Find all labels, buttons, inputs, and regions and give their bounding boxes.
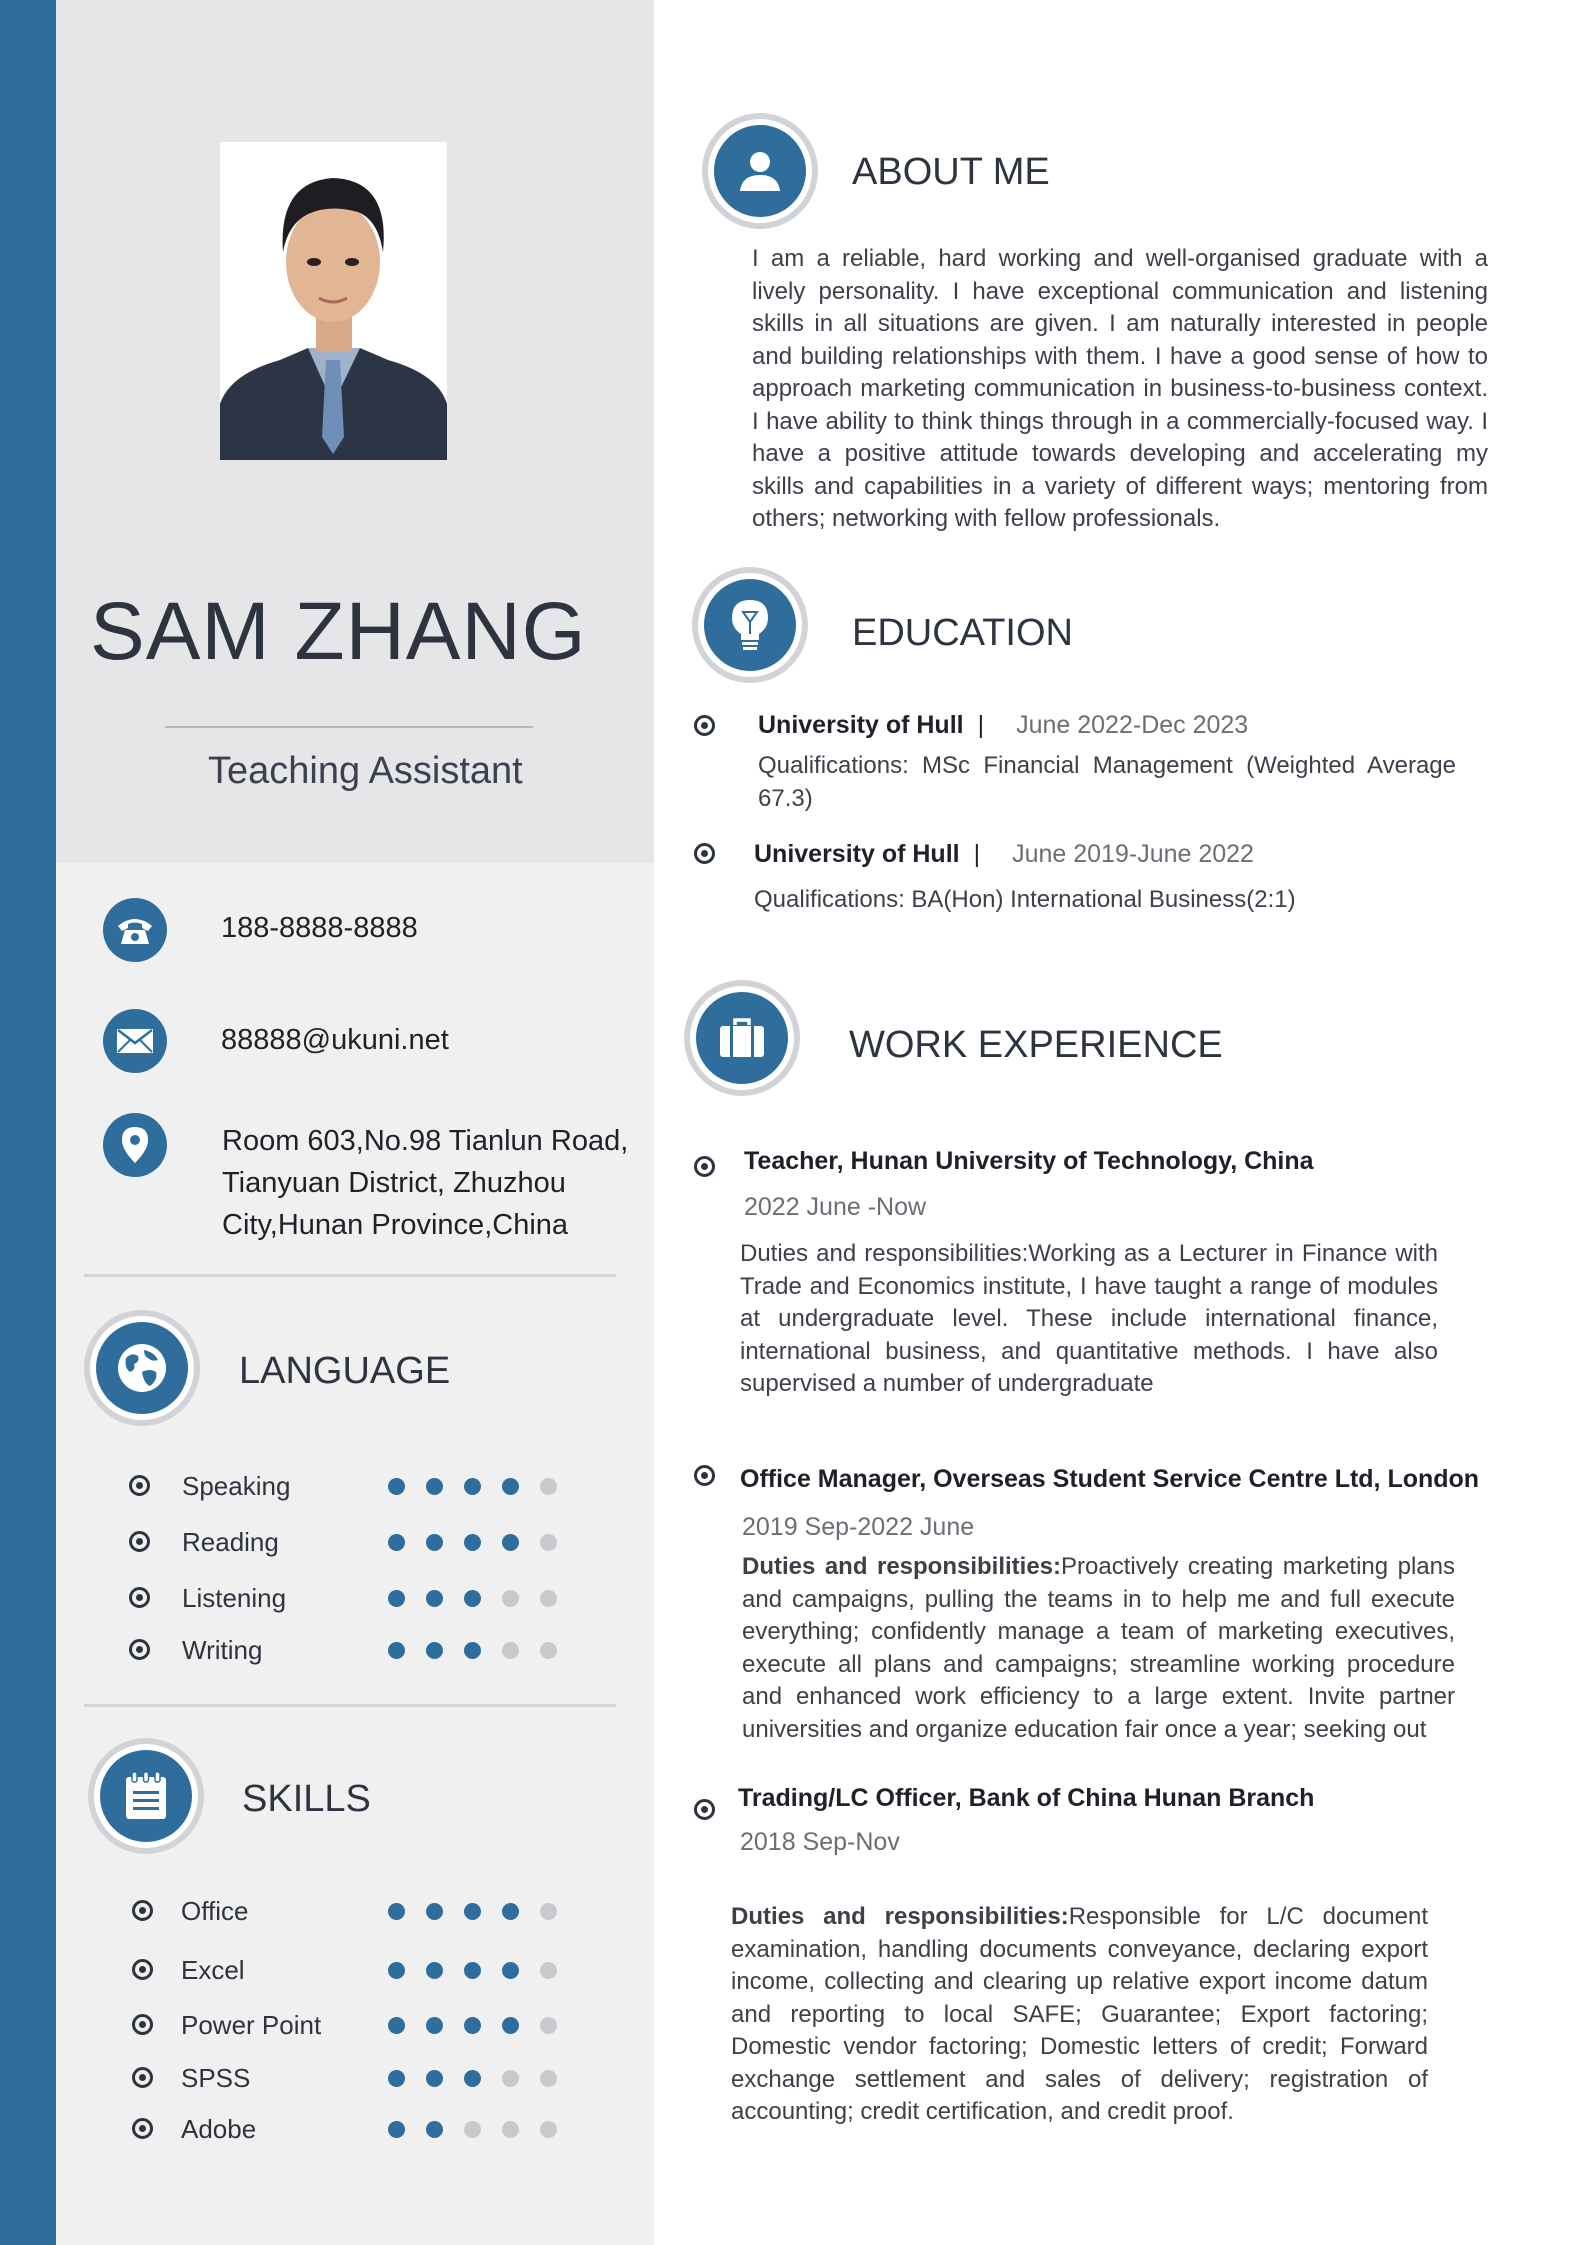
rating-dot-filled — [464, 2017, 481, 2034]
rating-dot-empty — [540, 1590, 557, 1607]
rating-dot-filled — [426, 1590, 443, 1607]
skill-label: Excel — [181, 1955, 245, 1985]
rating-dot-empty — [540, 2121, 557, 2138]
skill-bullet — [132, 2118, 153, 2139]
language-label: Speaking — [182, 1471, 291, 1501]
email-address[interactable]: 88888@ukuni.net — [221, 1024, 449, 1056]
phone-number[interactable]: 188-8888-8888 — [221, 912, 418, 944]
rating-dot-filled — [426, 1642, 443, 1659]
rating-dot-empty — [540, 2017, 557, 2034]
rating-dot-filled — [388, 1534, 405, 1551]
accent-sidebar-strip — [0, 0, 56, 2245]
work-title: Trading/LC Officer, Bank of China Hunan Branch — [738, 1784, 1315, 1812]
rating-dot-empty — [540, 1478, 557, 1495]
skill-bullet — [132, 1900, 153, 1921]
rating-dot-empty — [540, 2070, 557, 2087]
work-bullet — [694, 1799, 715, 1820]
skills-icon-ring — [88, 1738, 204, 1854]
work-description: Duties and responsibilities:Working as a Lecturer in Finance with Trade and Economics institute, I have taught a range of modules at undergraduate level. These include international finance, international business, and quantitative methods. I have also supervised a number of undergraduate — [740, 1240, 1438, 1397]
rating-dot-empty — [540, 1903, 557, 1920]
globe-icon — [96, 1322, 188, 1414]
education-school: University of Hull — [754, 840, 960, 868]
rating-dot-filled — [464, 1478, 481, 1495]
skill-rating — [388, 2070, 557, 2087]
work-dates: 2022 June -Now — [744, 1193, 927, 1221]
education-separator: | — [973, 840, 981, 868]
rating-dot-filled — [388, 1478, 405, 1495]
skill-bullet — [132, 1959, 153, 1980]
skill-rating — [388, 1962, 557, 1979]
rating-dot-filled — [502, 1534, 519, 1551]
language-rating — [388, 1642, 557, 1659]
skill-label: Adobe — [181, 2114, 257, 2144]
rating-dot-empty — [502, 1590, 519, 1607]
rating-dot-filled — [388, 1903, 405, 1920]
work-bullet — [694, 1156, 715, 1177]
work-dates: 2019 Sep-2022 June — [742, 1513, 975, 1541]
rating-dot-filled — [426, 1903, 443, 1920]
language-label: Listening — [182, 1583, 287, 1613]
work-title: Teacher, Hunan University of Technology, China — [744, 1147, 1314, 1175]
language-heading: LANGUAGE — [239, 1350, 451, 1392]
education-bullet — [694, 843, 715, 864]
rating-dot-filled — [388, 2017, 405, 2034]
skill-rating — [388, 2017, 557, 2034]
education-entry-1 — [758, 711, 1248, 740]
section-divider — [84, 1704, 616, 1707]
rating-dot-filled — [464, 2070, 481, 2087]
work-description — [742, 1551, 1455, 1746]
rating-dot-empty — [502, 2070, 519, 2087]
about-heading: ABOUT ME — [852, 151, 1050, 193]
rating-dot-filled — [464, 1590, 481, 1607]
education-bullet — [694, 715, 715, 736]
briefcase-icon — [696, 992, 788, 1084]
rating-dot-empty — [502, 1642, 519, 1659]
work-description — [731, 1901, 1428, 2129]
rating-dot-filled — [426, 2017, 443, 2034]
rating-dot-filled — [464, 1962, 481, 1979]
rating-dot-filled — [426, 1534, 443, 1551]
language-icon-ring — [84, 1310, 200, 1426]
about-icon-ring — [702, 113, 818, 229]
language-bullet — [129, 1587, 150, 1608]
skill-label: SPSS — [181, 2063, 251, 2093]
rating-dot-empty — [540, 1534, 557, 1551]
profile-job-title: Teaching Assistant — [208, 750, 523, 792]
rating-dot-filled — [426, 2121, 443, 2138]
language-rating — [388, 1590, 557, 1607]
language-label: Reading — [182, 1527, 279, 1557]
rating-dot-empty — [540, 1642, 557, 1659]
work-duties-text: Responsible for L/C document examination, handling documents conveyance, declaring export income, collecting and clearing up relative export income datum and reporting to local SAFE; Guarantee; Export factoring; Domestic vendor factoring; Domestic letters of credit; Forward exchange settlement and sales of delivery; registration of accounting; credit certification, and credit proof. — [731, 1903, 1428, 2125]
rating-dot-empty — [464, 2121, 481, 2138]
work-icon-ring — [684, 980, 800, 1096]
profile-photo — [220, 142, 447, 460]
skills-heading: SKILLS — [242, 1778, 371, 1820]
work-dates: 2018 Sep-Nov — [740, 1828, 900, 1856]
rating-dot-filled — [502, 1478, 519, 1495]
work-duties-text: Proactively creating marketing plans and campaigns, pulling the teams in to help me and full execute everything; confidently manage a team of marketing executives, execute all plans and campaigns; streamline working procedure and enhanced work efficiency to a large extent. Invite partner universities and organize education fair once a year; seeking out — [742, 1553, 1455, 1743]
rating-dot-filled — [426, 1962, 443, 1979]
language-bullet — [129, 1639, 150, 1660]
rating-dot-filled — [388, 2070, 405, 2087]
skill-label: Power Point — [181, 2010, 322, 2040]
rating-dot-filled — [464, 1903, 481, 1920]
education-dates: June 2022-Dec 2023 — [1016, 711, 1249, 739]
work-bullet — [694, 1465, 715, 1486]
mail-icon — [103, 1009, 167, 1073]
skill-label: Office — [181, 1896, 249, 1926]
work-title: Office Manager, Overseas Student Service Centre Ltd, London — [740, 1465, 1480, 1493]
clipboard-icon — [100, 1750, 192, 1842]
rating-dot-empty — [502, 2121, 519, 2138]
work-heading: WORK EXPERIENCE — [849, 1024, 1223, 1066]
phone-icon — [103, 898, 167, 962]
skill-bullet — [132, 2014, 153, 2035]
skill-bullet — [132, 2067, 153, 2088]
language-bullet — [129, 1475, 150, 1496]
postal-address: Room 603,No.98 Tianlun Road, Tianyuan District, Zhuzhou City,Hunan Province,China — [222, 1125, 629, 1241]
lightbulb-icon — [704, 579, 796, 671]
language-bullet — [129, 1531, 150, 1552]
skill-rating — [388, 1903, 557, 1920]
user-icon — [714, 125, 806, 217]
language-rating — [388, 1478, 557, 1495]
education-qualification: Qualifications: MSc Financial Management (Weighted Average 67.3) — [758, 752, 1456, 812]
profile-name: SAM ZHANG — [90, 586, 587, 677]
rating-dot-filled — [464, 1534, 481, 1551]
education-heading: EDUCATION — [852, 612, 1073, 654]
education-separator: | — [977, 711, 985, 739]
rating-dot-filled — [464, 1642, 481, 1659]
education-entry-2 — [754, 840, 1254, 869]
about-text: I am a reliable, hard working and well-organised graduate with a lively personality. I have exceptional communication and listening skills in all situations are given. I am naturally interested in people and building relationships with them. I have a good sense of how to approach marketing communication in business-to-business context. I have ability to think things through in a commercially-focused way. I have a positive attitude towards developing and accelerating my skills and capabilities in a variety of different ways; mentoring from others; networking with fellow professionals. — [752, 245, 1488, 532]
skill-rating — [388, 2121, 557, 2138]
name-divider — [165, 726, 533, 728]
education-qualification: Qualifications: BA(Hon) International Business(2:1) — [754, 886, 1296, 913]
rating-dot-filled — [388, 1590, 405, 1607]
education-dates: June 2019-June 2022 — [1012, 840, 1254, 868]
work-duties-lead: Duties and responsibilities: — [731, 1903, 1069, 1930]
rating-dot-filled — [388, 2121, 405, 2138]
rating-dot-empty — [540, 1962, 557, 1979]
location-pin-icon — [103, 1113, 167, 1177]
rating-dot-filled — [426, 1478, 443, 1495]
work-duties-lead: Duties and responsibilities: — [742, 1553, 1062, 1580]
education-school: University of Hull — [758, 711, 964, 739]
language-label: Writing — [182, 1635, 263, 1665]
rating-dot-filled — [388, 1962, 405, 1979]
rating-dot-filled — [502, 1903, 519, 1920]
rating-dot-filled — [502, 2017, 519, 2034]
education-icon-ring — [692, 567, 808, 683]
rating-dot-filled — [502, 1962, 519, 1979]
language-rating — [388, 1534, 557, 1551]
section-divider — [84, 1274, 616, 1277]
rating-dot-filled — [388, 1642, 405, 1659]
rating-dot-filled — [426, 2070, 443, 2087]
